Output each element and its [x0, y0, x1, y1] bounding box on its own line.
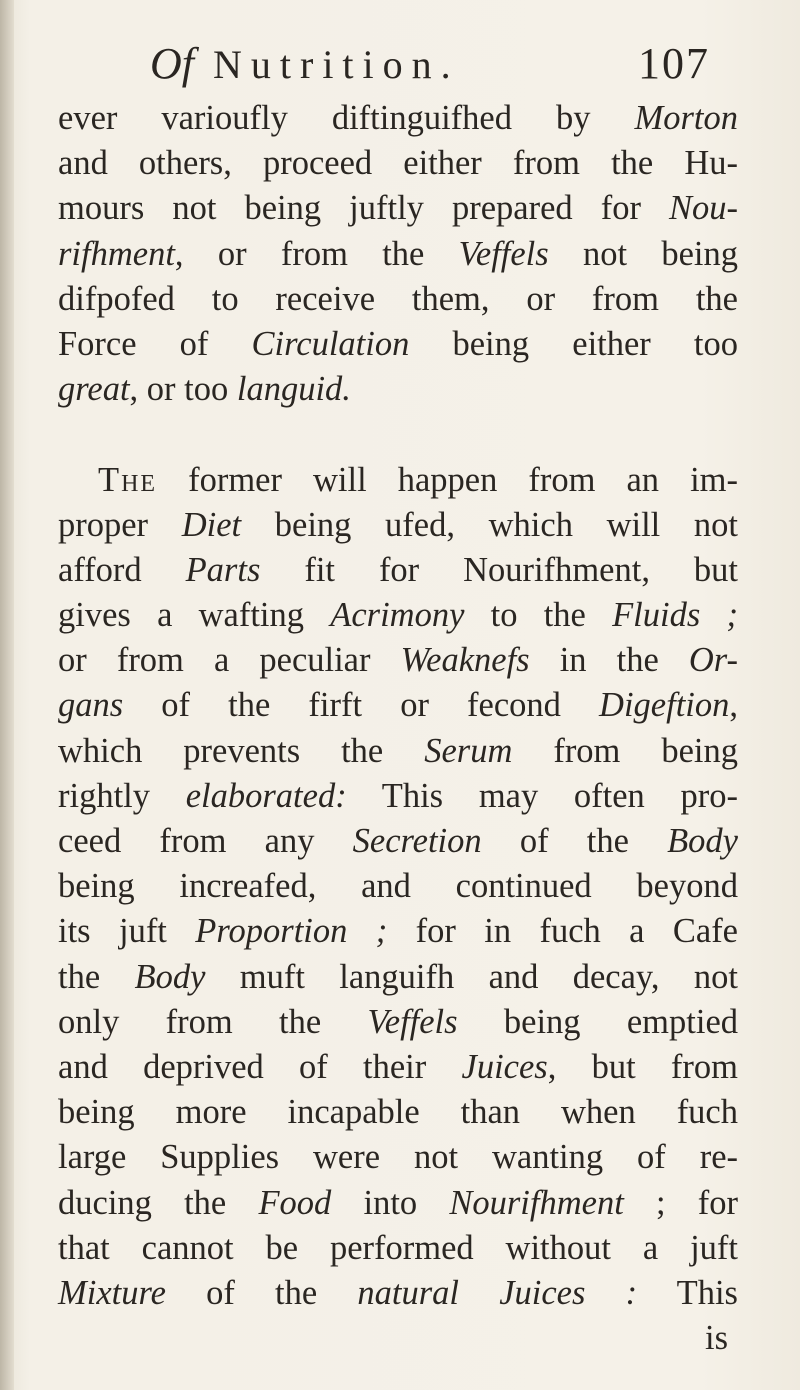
- text-line: [58, 1135, 738, 1180]
- text-segment: ; for: [623, 1183, 738, 1222]
- text-segment: Force of: [58, 324, 252, 363]
- text-segment: into: [331, 1183, 450, 1222]
- text-segment: or from a peculiar: [58, 641, 401, 680]
- text-segment: and others, proceed either from the Hu-: [58, 144, 738, 183]
- text-line: [58, 1181, 738, 1226]
- text-segment: difpofed to receive them, or from the: [58, 279, 738, 318]
- text-segment: that cannot be performed without a juft: [58, 1228, 738, 1267]
- italic-term: languid.: [236, 370, 351, 409]
- text-line: [58, 186, 738, 231]
- italic-term: Weaknefs: [400, 641, 530, 680]
- text-line: [58, 548, 738, 593]
- text-segment: proper: [58, 505, 182, 544]
- italic-term: Nou-: [669, 189, 738, 228]
- italic-term: Veffels: [458, 234, 549, 273]
- text-segment: ,: [729, 686, 738, 725]
- italic-term: gans: [58, 686, 124, 725]
- text-segment: This may often pro-: [346, 776, 738, 815]
- text-line: [58, 955, 738, 1000]
- text-line: [58, 141, 738, 186]
- text-segment: of the: [481, 822, 668, 860]
- text-line: [58, 503, 738, 548]
- text-segment: only from the: [58, 1002, 368, 1041]
- text-segment: ever varioufly diftinguifhed by: [58, 99, 635, 137]
- text-line: [58, 458, 738, 503]
- text-segment: being either too: [409, 324, 738, 363]
- text-segment: , but from: [547, 1047, 738, 1086]
- paragraph-gap: [58, 412, 738, 457]
- text-segment: rightly: [58, 776, 186, 815]
- text-segment: for in fuch a Cafe: [387, 912, 738, 951]
- italic-term: Morton: [634, 99, 738, 137]
- text-line: [58, 729, 738, 774]
- text-segment: being more incapable than when fuch: [58, 1093, 738, 1132]
- text-line: [58, 1271, 738, 1316]
- text-line: [58, 1226, 738, 1271]
- catchword: is: [704, 1319, 728, 1358]
- italic-term: Veffels: [367, 1002, 458, 1041]
- text-line: [58, 1045, 738, 1090]
- italic-term: Secretion: [352, 822, 482, 860]
- italic-term: Diet: [181, 505, 242, 544]
- italic-term: Mixture: [58, 1273, 166, 1312]
- text-segment: fit for Nourifhment, but: [260, 550, 738, 589]
- text-segment: its juft: [58, 912, 196, 951]
- page-number: 107: [638, 39, 710, 88]
- text-line: [58, 232, 738, 277]
- running-header: [150, 38, 710, 98]
- text-line: [58, 683, 738, 728]
- page-binding-edge: [0, 0, 14, 1390]
- italic-term: natural Juices :: [357, 1273, 638, 1312]
- text-segment: muft languifh and decay, not: [205, 957, 738, 996]
- header-of: Of: [150, 39, 194, 88]
- italic-term: Proportion ;: [195, 912, 388, 951]
- italic-term: Or-: [688, 641, 739, 680]
- text-segment: the: [58, 957, 135, 996]
- italic-term: Food: [258, 1183, 332, 1222]
- text-segment: from being: [512, 731, 738, 770]
- text-segment: , or too: [129, 370, 237, 409]
- header-title: Nutrition.: [213, 42, 460, 87]
- italic-term: Nourifhment: [449, 1183, 624, 1222]
- small-caps-word: The: [98, 460, 158, 499]
- italic-term: Juices: [461, 1047, 548, 1086]
- text-line: [58, 819, 738, 864]
- text-line: [58, 909, 738, 954]
- text-line: [58, 277, 738, 322]
- italic-term: great: [58, 370, 130, 409]
- text-segment: This: [637, 1273, 738, 1312]
- text-segment: former will happen from an im-: [157, 460, 738, 499]
- text-line: [58, 593, 738, 638]
- text-line: [58, 367, 738, 412]
- text-segment: to the: [464, 596, 613, 635]
- text-segment: not being: [548, 234, 739, 273]
- italic-term: Parts: [185, 550, 261, 589]
- text-segment: of the: [165, 1273, 358, 1312]
- text-segment: ducing the: [58, 1183, 259, 1222]
- italic-term: Circulation: [251, 324, 410, 363]
- text-line: [58, 864, 738, 909]
- text-segment: afford: [58, 550, 186, 589]
- text-line: [58, 1090, 738, 1135]
- italic-term: Serum: [424, 731, 513, 770]
- text-segment: being emptied: [457, 1002, 739, 1041]
- text-segment: gives a wafting: [58, 596, 331, 635]
- italic-term: rifhment: [58, 234, 175, 273]
- text-line: [58, 96, 738, 141]
- text-line: [58, 322, 738, 367]
- italic-term: Body: [667, 822, 738, 860]
- italic-term: Acrimony: [330, 596, 465, 635]
- italic-term: Digeftion: [599, 686, 730, 725]
- text-line: [58, 638, 738, 683]
- text-segment: large Supplies were not wanting of re-: [58, 1138, 738, 1177]
- italic-term: Fluids ;: [612, 596, 738, 635]
- text-segment: in the: [529, 641, 689, 680]
- text-segment: of the firft or fecond: [123, 686, 600, 725]
- text-segment: being ufed, which will not: [241, 505, 738, 544]
- text-line: [58, 1000, 738, 1045]
- text-segment: mours not being juftly prepared for: [58, 189, 669, 228]
- text-segment: , or from the: [174, 234, 459, 273]
- italic-term: elaborated:: [185, 776, 347, 815]
- italic-term: Body: [134, 957, 206, 996]
- text-line: [58, 774, 738, 819]
- text-segment: being increafed, and continued beyond: [58, 867, 738, 906]
- text-segment: which prevents the: [58, 731, 425, 770]
- body-text: [58, 96, 738, 1361]
- text-segment: and deprived of their: [58, 1047, 462, 1086]
- text-segment: ceed from any: [58, 822, 353, 860]
